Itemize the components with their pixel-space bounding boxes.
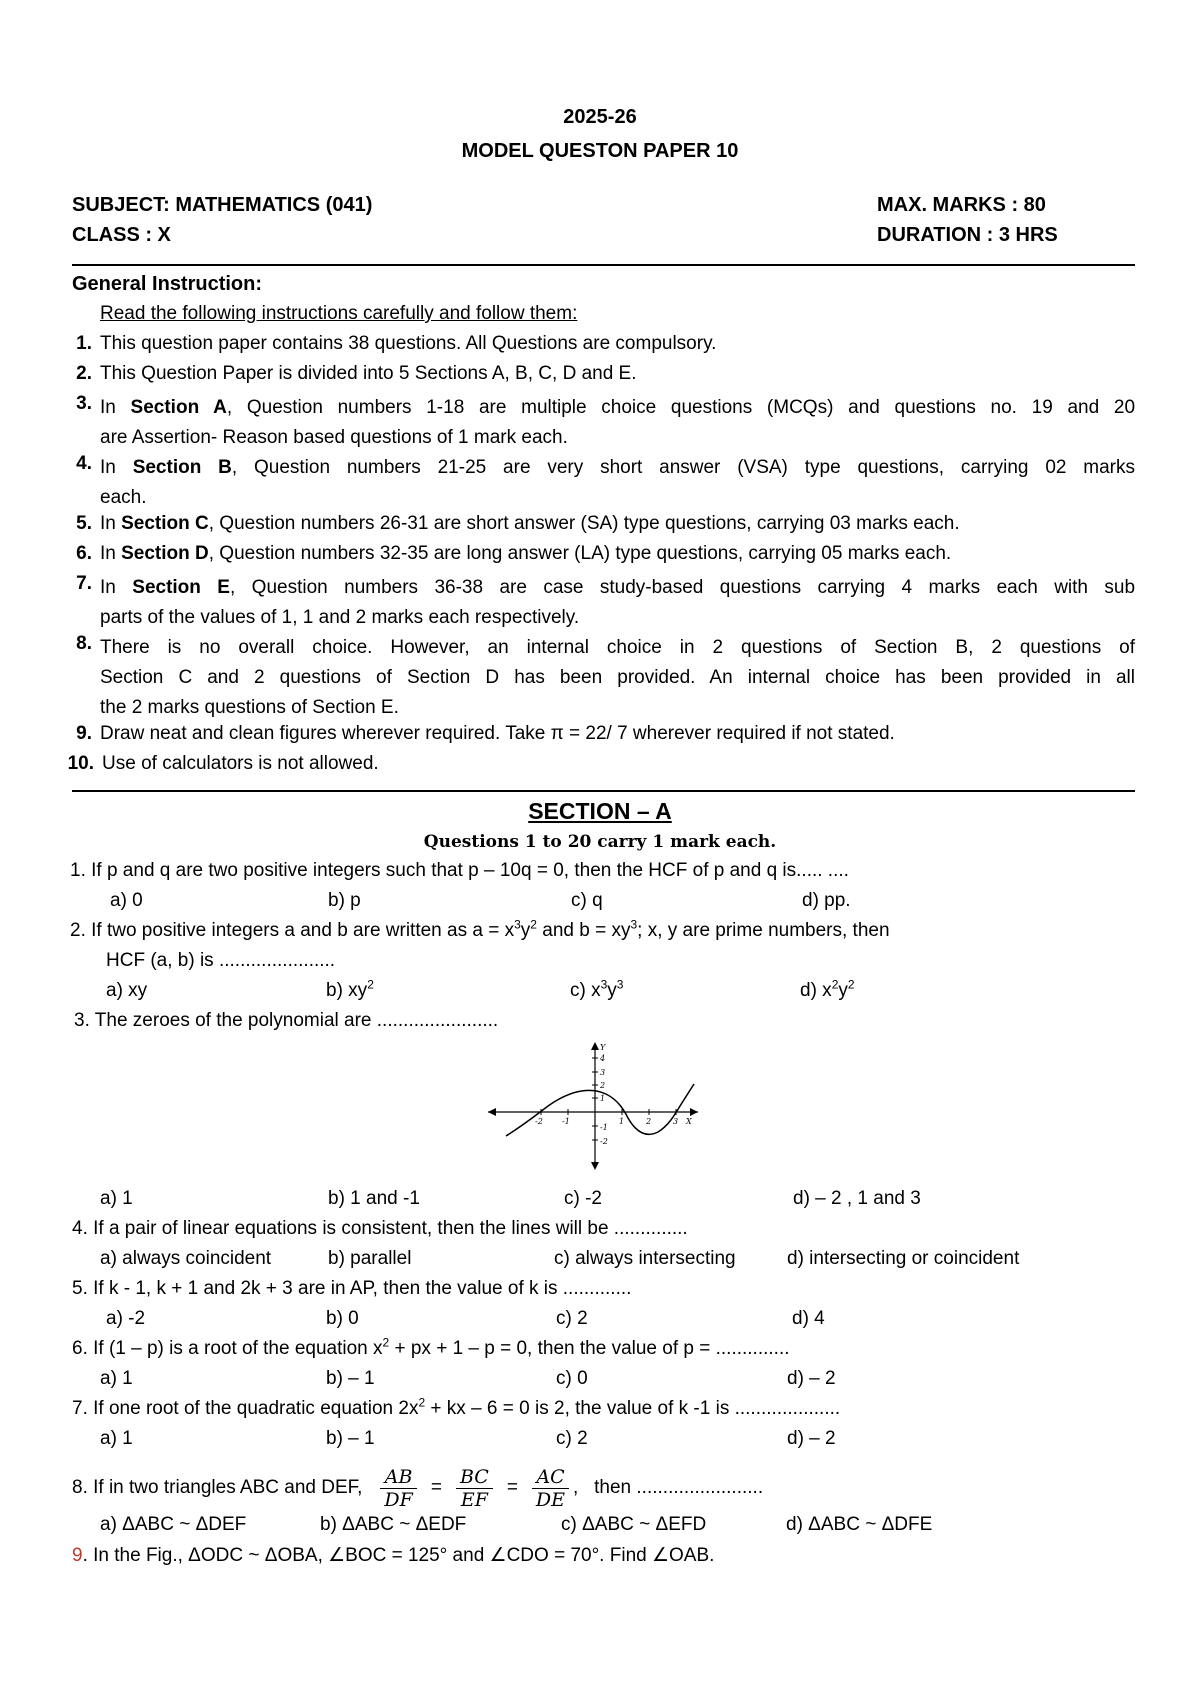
q7-exp: 2 [418, 1395, 426, 1410]
instruction-number: 8. [76, 633, 92, 654]
x-tick-label: 3 [673, 1117, 679, 1126]
instruction-line: Section C and 2 questions of Section D has been provided. An internal choice has been provided in all [100, 667, 1135, 688]
q4-option-b: b) parallel [328, 1248, 412, 1269]
q7-option-d: d) – 2 [787, 1428, 836, 1449]
q2-opt-exp: 2 [847, 977, 855, 992]
instruction-line: , Question numbers 36-38 are case study-based questions carrying 4 marks each with sub [229, 577, 1136, 598]
q3-option-d: d) – 2 , 1 and 3 [793, 1188, 921, 1209]
q2-opt-text: y [607, 980, 617, 1001]
q7-option-a: a) 1 [100, 1428, 133, 1449]
q1-option-b: b) p [328, 890, 361, 911]
y-axis-arrow-down [591, 1162, 599, 1170]
instruction-number: 3. [76, 393, 92, 414]
fraction-bc-ef [456, 1466, 493, 1511]
instructions-subheading: Read the following instructions carefully and follow them: [100, 303, 578, 324]
question-7 [72, 1395, 841, 1420]
class-label: CLASS : X [72, 224, 171, 246]
y-axis-arrow-up [591, 1042, 599, 1050]
fraction-ab-df [380, 1466, 416, 1511]
q7-text: + kx – 6 = 0 is 2, the value of k -1 is .................... [425, 1398, 841, 1419]
q5-option-b: b) 0 [326, 1308, 359, 1329]
y-tick-label: 4 [600, 1054, 606, 1063]
q2-exp: 3 [630, 917, 638, 932]
x-axis-label: X [686, 1117, 692, 1126]
q9-text: . In the Fig., ΔODC ~ ΔOBA, ∠BOC = 125° and ∠CDO = 70°. Find ∠OAB. [82, 1545, 715, 1566]
q4-option-d: d) intersecting or coincident [787, 1248, 1020, 1269]
q1-option-c: c) q [571, 890, 603, 911]
q8-option-d: d) ΔABC ~ ΔDFE [786, 1514, 933, 1535]
instruction-item [100, 453, 1135, 513]
axis-ticks [541, 1058, 679, 1140]
section-name: Section B [132, 457, 232, 478]
q8-option-a: a) ΔABC ~ ΔDEF [100, 1514, 247, 1535]
fraction-numerator: AB [380, 1466, 416, 1489]
q2-opt-text: c) x [570, 980, 601, 1001]
q6-option-d: d) – 2 [787, 1368, 836, 1389]
instruction-item [102, 753, 1137, 775]
instruction-number: 1. [76, 333, 92, 354]
q7-text: 7. If one root of the quadratic equation 2x [72, 1398, 419, 1419]
header-divider [72, 264, 1135, 266]
q2-text: and b = xy [536, 920, 631, 941]
instruction-line: Use of calculators is not allowed. [102, 753, 379, 774]
q3-option-b: b) 1 and -1 [328, 1188, 420, 1209]
instruction-number: 4. [76, 453, 92, 474]
q9-number: 9 [72, 1545, 83, 1566]
x-tick-label: -2 [535, 1117, 543, 1126]
q8-option-b: b) ΔABC ~ ΔEDF [320, 1514, 467, 1535]
instruction-pre: In [100, 543, 122, 564]
equals-sign: = [506, 1477, 518, 1498]
fraction-denominator: DF [384, 1488, 413, 1511]
q5-option-a: a) -2 [106, 1308, 146, 1329]
max-marks-label: MAX. MARKS : 80 [877, 194, 1046, 216]
q2-text: ; x, y are prime numbers, then [637, 920, 890, 941]
q3-option-c: c) -2 [564, 1188, 602, 1209]
fraction-numerator: AC [532, 1466, 569, 1489]
section-name: Section C [121, 513, 209, 534]
instruction-pre: In [100, 577, 133, 598]
instruction-item [100, 333, 1135, 355]
q8-text: 8. If in two triangles ABC and DEF, [72, 1477, 363, 1498]
q5-option-d: d) 4 [792, 1308, 825, 1329]
q2-exp: 2 [530, 917, 537, 932]
x-axis-arrow-left [488, 1108, 496, 1116]
q4-option-c: c) always intersecting [554, 1248, 736, 1269]
q5-option-c: c) 2 [556, 1308, 588, 1329]
section-name: Section D [121, 543, 209, 564]
q2-text: y [520, 920, 531, 941]
paper-title: MODEL QUESTON PAPER 10 [461, 140, 739, 162]
x-tick-label: 1 [619, 1117, 625, 1126]
y-tick-label: 1 [600, 1094, 606, 1103]
q3-option-a: a) 1 [100, 1188, 133, 1209]
x-axis-arrow-right [690, 1108, 698, 1116]
q2-option-b [326, 977, 374, 1002]
instruction-number: 6. [76, 543, 92, 564]
y-tick-label: 3 [600, 1068, 606, 1077]
fraction-denominator: EF [460, 1488, 488, 1511]
instruction-item [100, 573, 1135, 633]
instruction-number: 5. [76, 513, 92, 534]
q2-exp: 3 [514, 917, 521, 932]
y-tick-label: -2 [600, 1137, 608, 1146]
fraction-denominator: DE [535, 1488, 566, 1511]
section-name: Section E [132, 577, 230, 598]
q7-option-b: b) – 1 [326, 1428, 375, 1449]
instructions-divider [72, 790, 1135, 792]
instruction-item [100, 723, 1135, 745]
instruction-line: , Question numbers 26-31 are short answer (SA) type questions, carrying 03 marks each. [208, 513, 960, 534]
instruction-line: Draw neat and clean figures wherever required. Take π = 22/ 7 wherever required if not stated. [100, 723, 895, 744]
q1-option-d: d) pp. [802, 890, 851, 911]
q2-option-a: a) xy [106, 980, 148, 1001]
instruction-number: 7. [76, 573, 92, 594]
q6-exp: 2 [382, 1335, 390, 1350]
instruction-line: each. [100, 487, 147, 508]
q2-opt-text: d) x [800, 980, 832, 1001]
instruction-pre: In [100, 457, 133, 478]
instruction-item [100, 393, 1135, 453]
paper-year: 2025-26 [563, 106, 637, 128]
q2-opt-exp: 2 [831, 977, 839, 992]
q2-opt-exp: 3 [616, 977, 624, 992]
question-5: 5. If k - 1, k + 1 and 2k + 3 are in AP, then the value of k is ............. [72, 1278, 632, 1299]
q6-option-b: b) – 1 [326, 1368, 375, 1389]
q2-option-c [570, 977, 624, 1002]
question-2-line-2: HCF (a, b) is ...................... [106, 950, 336, 971]
instruction-pre: In [100, 397, 131, 418]
polynomial-graph [488, 1040, 704, 1170]
section-a-subtitle: Questions 1 to 20 carry 1 mark each. [423, 832, 777, 852]
x-tick-label: 2 [646, 1117, 652, 1126]
instruction-item [100, 633, 1135, 723]
instruction-line: This Question Paper is divided into 5 Sections A, B, C, D and E. [100, 363, 637, 384]
question-4: 4. If a pair of linear equations is consistent, then the lines will be .............. [72, 1218, 688, 1239]
instruction-item [100, 513, 1135, 535]
y-axis-label: Y [600, 1043, 606, 1052]
q2-opt-text: y [838, 980, 848, 1001]
fraction-numerator: BC [456, 1466, 493, 1489]
q2-text: 2. If two positive integers a and b are written as a = x [70, 920, 515, 941]
equals-sign: = [430, 1477, 442, 1498]
q6-option-a: a) 1 [100, 1368, 133, 1389]
instruction-line: , Question numbers 21-25 are very short answer (VSA) type questions, carrying 02 marks [231, 457, 1136, 478]
q6-option-c: c) 0 [556, 1368, 588, 1389]
instruction-number: 10. [67, 753, 94, 774]
instruction-number: 9. [76, 723, 92, 744]
axis-labels [535, 1043, 692, 1146]
instruction-line: , Question numbers 32-35 are long answer (LA) type questions, carrying 05 marks each. [208, 543, 952, 564]
instruction-pre: In [100, 513, 122, 534]
instruction-line: , Question numbers 1-18 are multiple choice questions (MCQs) and questions no. 19 and 20 [226, 397, 1136, 418]
q2-opt-exp: 3 [600, 977, 608, 992]
q8-text: , then ........................ [573, 1477, 764, 1498]
instruction-line: parts of the values of 1, 1 and 2 marks each respectively. [100, 607, 580, 628]
question-8 [72, 1458, 763, 1518]
instruction-item [100, 543, 1135, 565]
instruction-number: 2. [76, 363, 92, 384]
instructions-heading: General Instruction: [72, 273, 263, 295]
q1-option-a: a) 0 [110, 890, 143, 911]
x-tick-label: -1 [562, 1117, 570, 1126]
question-9 [72, 1544, 714, 1567]
q2-option-d [800, 977, 855, 1002]
instruction-line: There is no overall choice. However, an internal choice in 2 questions of Section B, 2 questions of [100, 637, 1135, 658]
duration-label: DURATION : 3 HRS [877, 224, 1058, 246]
q8-option-c: c) ΔABC ~ ΔEFD [561, 1514, 707, 1535]
q7-option-c: c) 2 [556, 1428, 588, 1449]
q2-opt-text: b) xy [326, 980, 368, 1001]
question-3: 3. The zeroes of the polynomial are ....................... [74, 1010, 499, 1031]
fraction-ac-de [532, 1466, 569, 1511]
instruction-line: the 2 marks questions of Section E. [100, 697, 399, 718]
instruction-line: are Assertion- Reason based questions of 1 mark each. [100, 427, 568, 448]
instruction-item [100, 363, 1135, 385]
q6-text: 6. If (1 – p) is a root of the equation x [72, 1338, 383, 1359]
question-1: 1. If p and q are two positive integers such that p – 10q = 0, then the HCF of p and q is..... .... [70, 860, 849, 881]
instruction-line: This question paper contains 38 questions. All Questions are compulsory. [100, 333, 717, 354]
section-a-title: SECTION – A [528, 798, 672, 824]
y-tick-label: -1 [600, 1123, 608, 1132]
question-6 [72, 1335, 790, 1360]
question-2 [70, 917, 890, 942]
subject-label: SUBJECT: MATHEMATICS (041) [72, 194, 373, 216]
q2-opt-exp: 2 [367, 977, 374, 992]
y-tick-label: 2 [600, 1081, 606, 1090]
q4-option-a: a) always coincident [100, 1248, 272, 1269]
q6-text: + px + 1 – p = 0, then the value of p = .............. [389, 1338, 790, 1359]
section-name: Section A [130, 397, 227, 418]
